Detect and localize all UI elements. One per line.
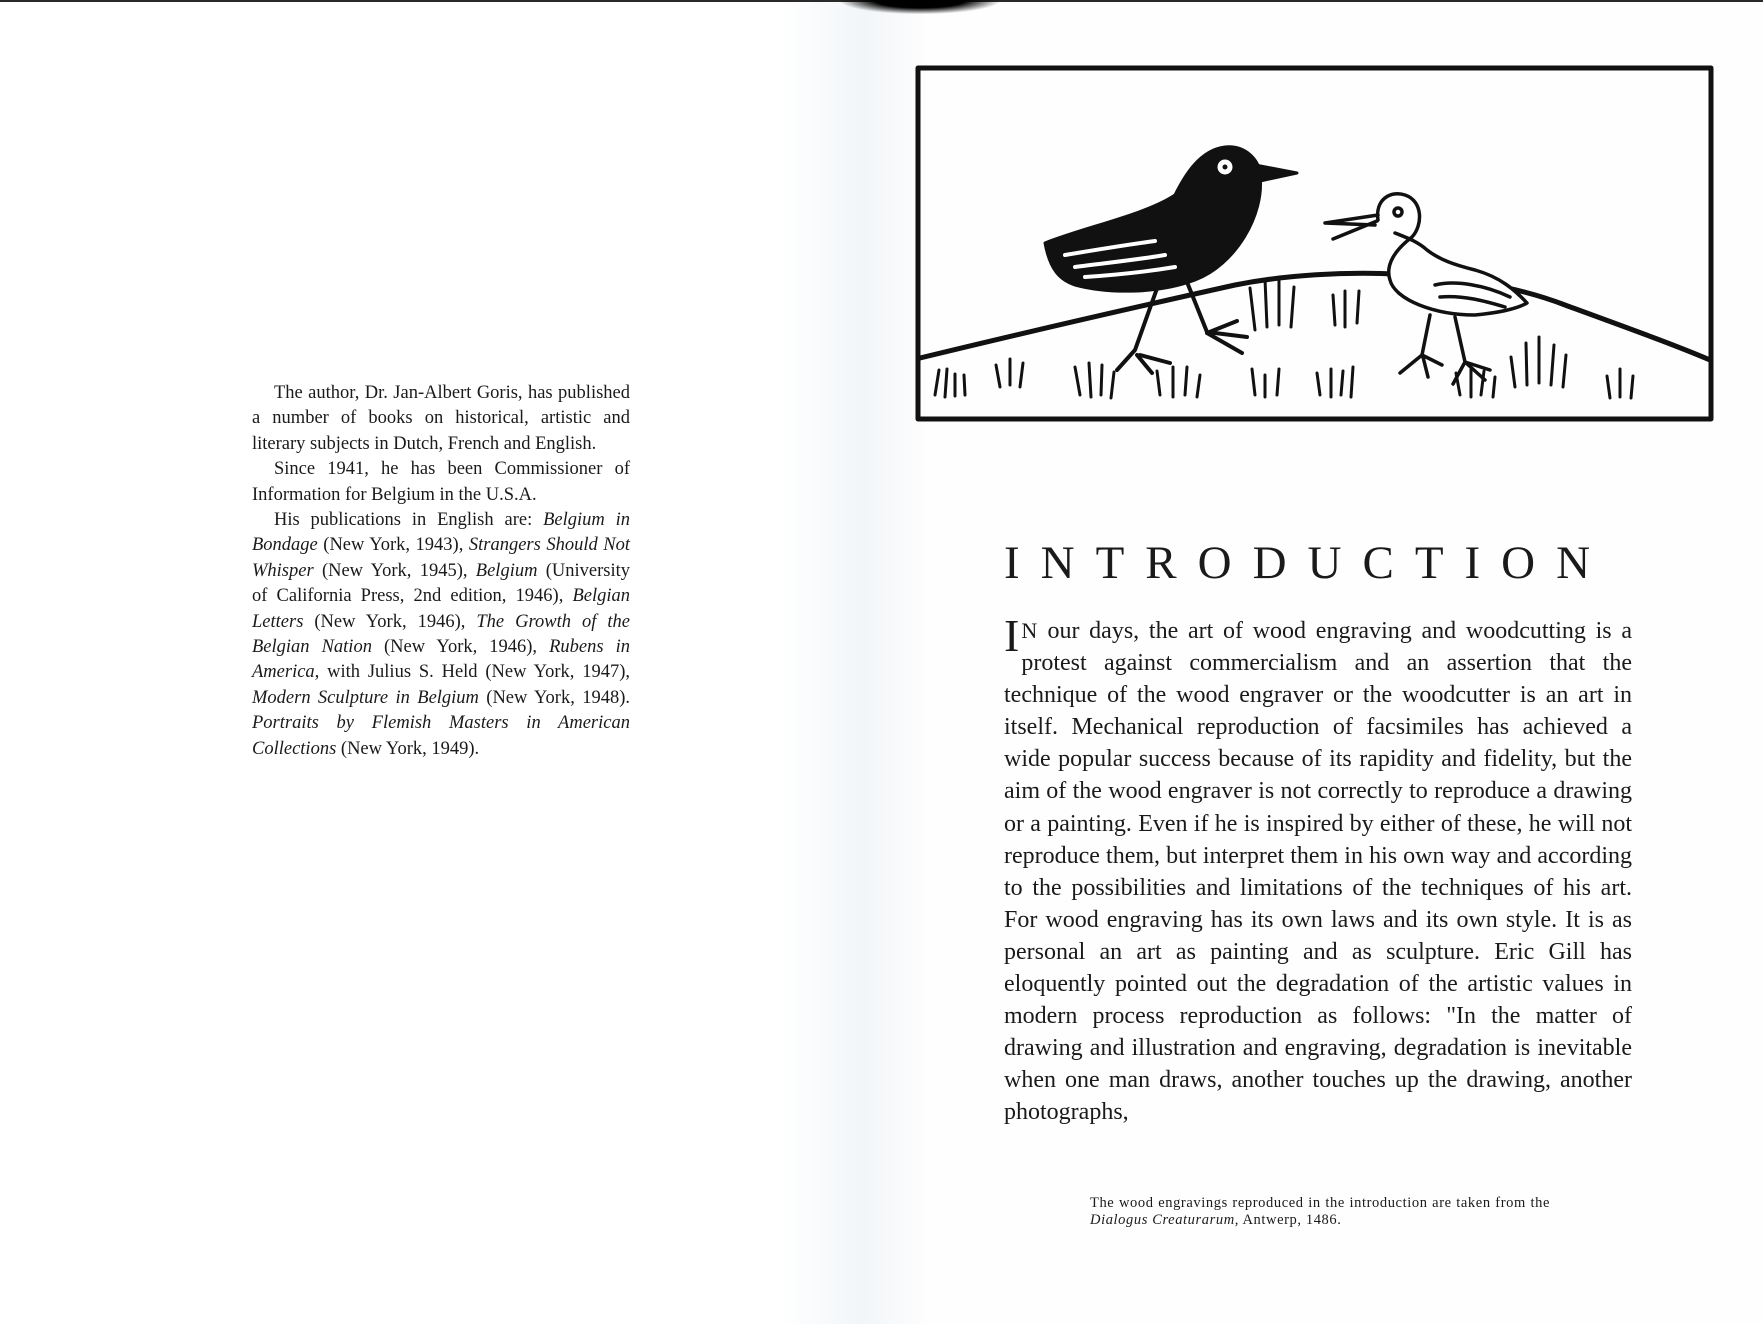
bio-text: (New York, 1949). bbox=[336, 738, 480, 759]
crow-bird bbox=[1045, 147, 1297, 373]
bio-italic-title: The Growth of the Belgian Nation bbox=[252, 611, 630, 658]
bio-text: (New York, 1945), bbox=[313, 560, 476, 581]
bio-text: with Julius S. Held (New York, 1947), bbox=[319, 662, 630, 683]
caption-text: Antwerp, 1486. bbox=[1239, 1212, 1342, 1228]
bio-italic-title: Belgian Letters bbox=[252, 586, 630, 632]
white-bird bbox=[1325, 194, 1527, 384]
bio-italic-title: Portraits by Flemish Masters in American Collections bbox=[252, 713, 630, 759]
bio-text: (New York, 1943), bbox=[317, 535, 469, 556]
bio-paragraph bbox=[252, 457, 630, 508]
small-cap: N bbox=[1021, 618, 1038, 643]
chapter-heading: INTRODUCTION bbox=[1004, 537, 1612, 589]
bio-paragraph bbox=[252, 381, 630, 457]
illustration-credit-caption bbox=[1090, 1195, 1550, 1229]
bio-paragraph bbox=[252, 508, 630, 762]
binding-shadow bbox=[840, 0, 1000, 14]
bio-italic-title: Belgium bbox=[475, 560, 538, 581]
woodcut-frame bbox=[918, 68, 1711, 419]
bio-text: His publications in English are: bbox=[274, 510, 544, 531]
book-gutter-shadow bbox=[780, 0, 930, 1324]
bio-italic-title: Modern Sculpture in Belgium bbox=[252, 687, 479, 708]
bio-text: Since 1941, he has been Commissioner of Information for Belgium in the U.S.A. bbox=[252, 459, 630, 505]
hill-outline bbox=[920, 273, 1710, 360]
bio-italic-title: Rubens in America, bbox=[252, 637, 630, 683]
bio-text: The author, Dr. Jan-Albert Goris, has published a number of books on historical, artistic and literary subjects in Dutch, French and English. bbox=[252, 383, 630, 454]
author-bio bbox=[252, 381, 630, 762]
bio-text: (New York, 1946), bbox=[303, 611, 477, 632]
bio-text: (New York, 1948). bbox=[478, 687, 630, 708]
caption-italic-title: Dialogus Creaturarum, bbox=[1090, 1212, 1240, 1228]
drop-cap: I bbox=[1004, 610, 1020, 661]
introduction-body-text bbox=[1004, 610, 1632, 1129]
bio-text: (University of California Press, 2nd edition, 1946), bbox=[252, 560, 630, 607]
bio-italic-title: Belgium in Bondage bbox=[252, 510, 630, 556]
bio-text: (New York, 1946), bbox=[371, 637, 550, 658]
body-paragraph: our days, the art of wood engraving and woodcutting is a protest against commercialism and an assertion that the technique of the wood engraver or the woodcutter is an art in itself. Mechanical reproduction of facsimiles has achieved a wide popular success because of its rapidity and fidelity, but the aim of the wood engraver is not correctly to reproduce a drawing or a painting. Even if he is inspired by either of these, he will not reproduce them, but interpret them in his own way and according to the possibilities and limitations of the techniques of his art. For wood engraving has its own laws and its own style. It is as personal an art as painting and as sculpture. Eric Gill has eloquently pointed out the degradation of the artistic values in modern process reproduction as follows: "In the matter of drawing and illustration and engraving, degradation is inevitable when one man draws, another touches up the drawing, another photographs, bbox=[1004, 618, 1632, 1126]
bio-italic-title: Strangers Should Not Whisper bbox=[252, 535, 630, 581]
caption-text: The wood engravings reproduced in the introduction are taken from the bbox=[1090, 1195, 1550, 1211]
woodcut-illustration-birds bbox=[915, 65, 1715, 423]
grass-tufts bbox=[935, 279, 1633, 398]
left-page bbox=[0, 0, 880, 1324]
